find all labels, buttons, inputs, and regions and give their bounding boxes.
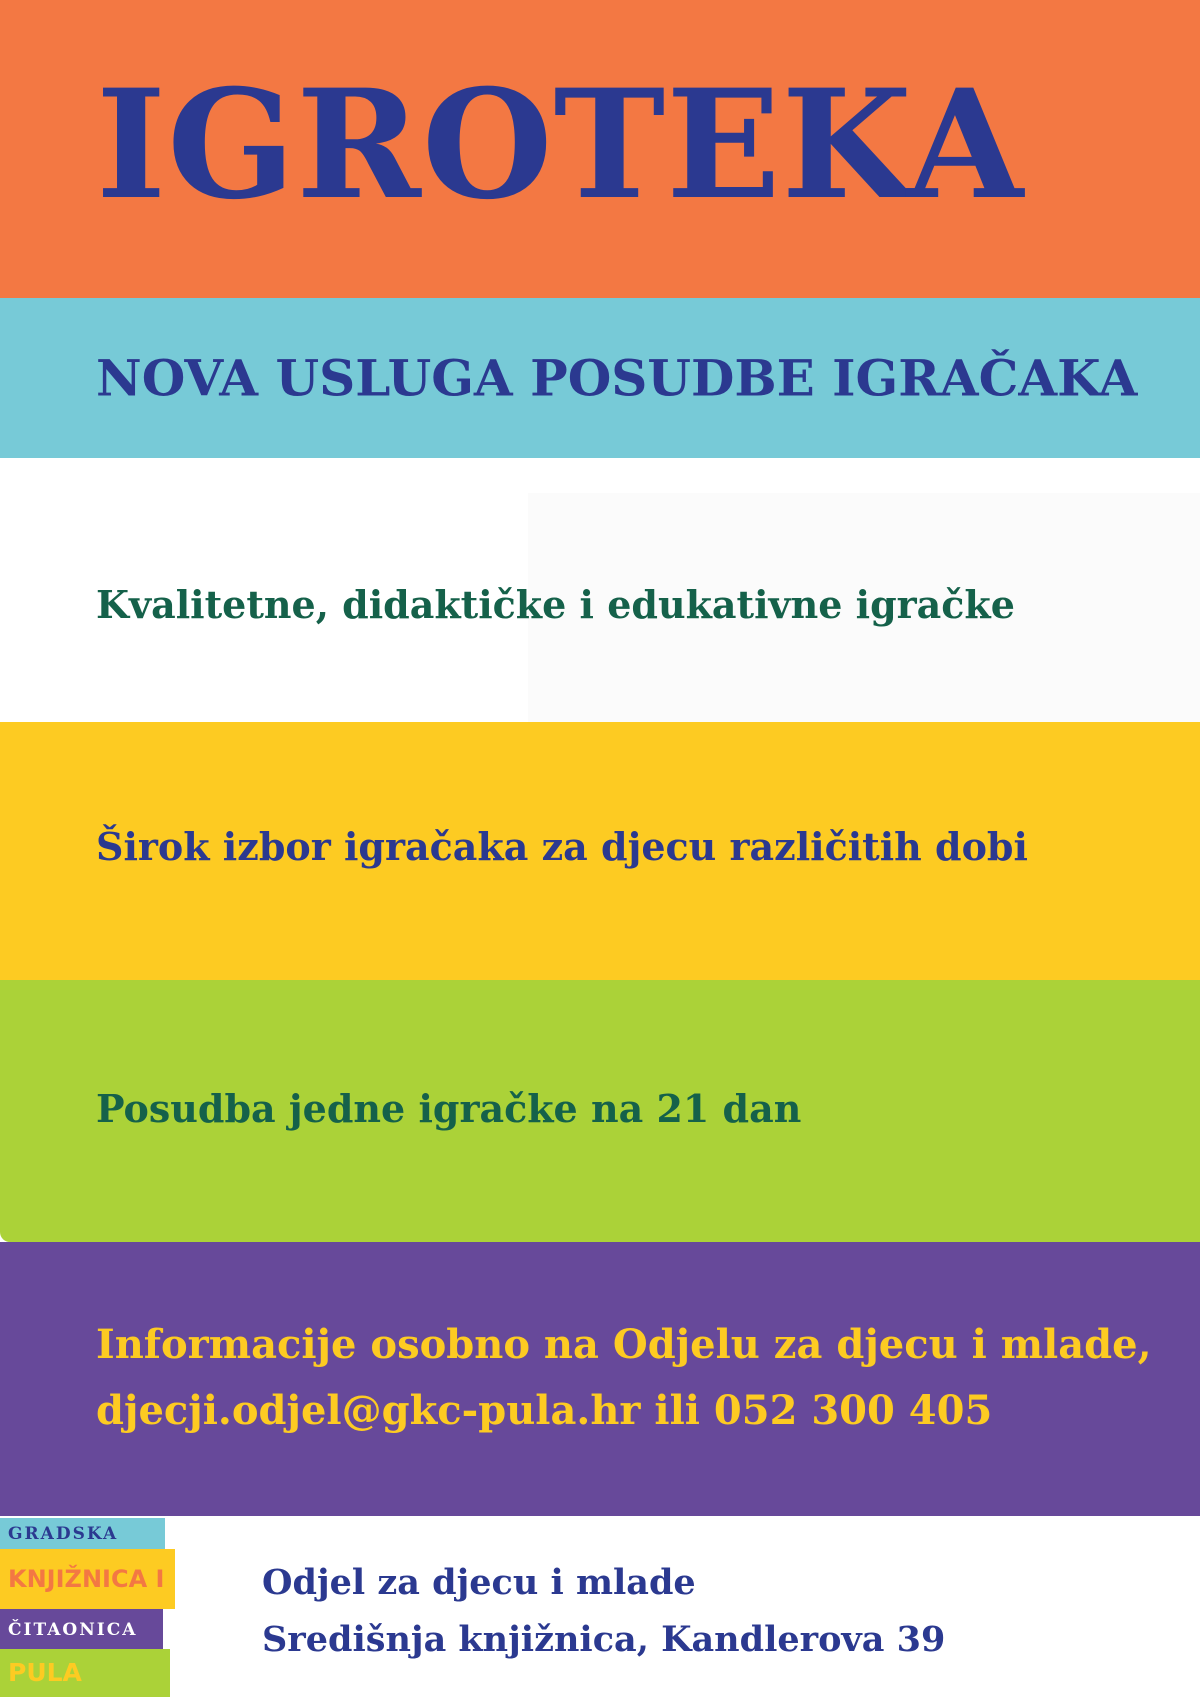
logo-line-4: PULA (0, 1649, 170, 1697)
subtitle-band (0, 298, 1200, 458)
info-line-1: Informacije osobno na Odjelu za djecu i mlade, (96, 1321, 1152, 1368)
feature-text-3: Posudba jedne igračke na 21 dan (96, 1086, 802, 1131)
footer-address (262, 1554, 945, 1668)
feature-text-2: Širok izbor igračaka za djecu različitih dobi (96, 824, 1028, 869)
poster-subtitle: NOVA USLUGA POSUDBE IGRAČAKA (96, 348, 1138, 408)
feature-band-1 (0, 458, 1200, 722)
poster-title: IGROTEKA (96, 57, 1025, 233)
feature-text-1: Kvalitetne, didaktičke i edukativne igračke (96, 582, 1015, 627)
info-band (0, 1242, 1200, 1516)
info-text (96, 1312, 1152, 1444)
feature-band-2 (0, 722, 1200, 980)
footer-location: Središnja knjižnica, Kandlerova 39 (262, 1619, 946, 1660)
logo-line-3: ČITAONICA (0, 1609, 163, 1649)
feature-band-3 (0, 980, 1200, 1242)
title-band (0, 0, 1200, 298)
library-logo (0, 1518, 180, 1697)
logo-line-1: GRADSKA (0, 1518, 165, 1549)
logo-line-2: KNJIŽNICA I (0, 1549, 175, 1609)
footer-department: Odjel za djecu i mlade (262, 1562, 696, 1603)
info-contact-line: djecji.odjel@gkc-pula.hr ili 052 300 405 (96, 1387, 993, 1434)
